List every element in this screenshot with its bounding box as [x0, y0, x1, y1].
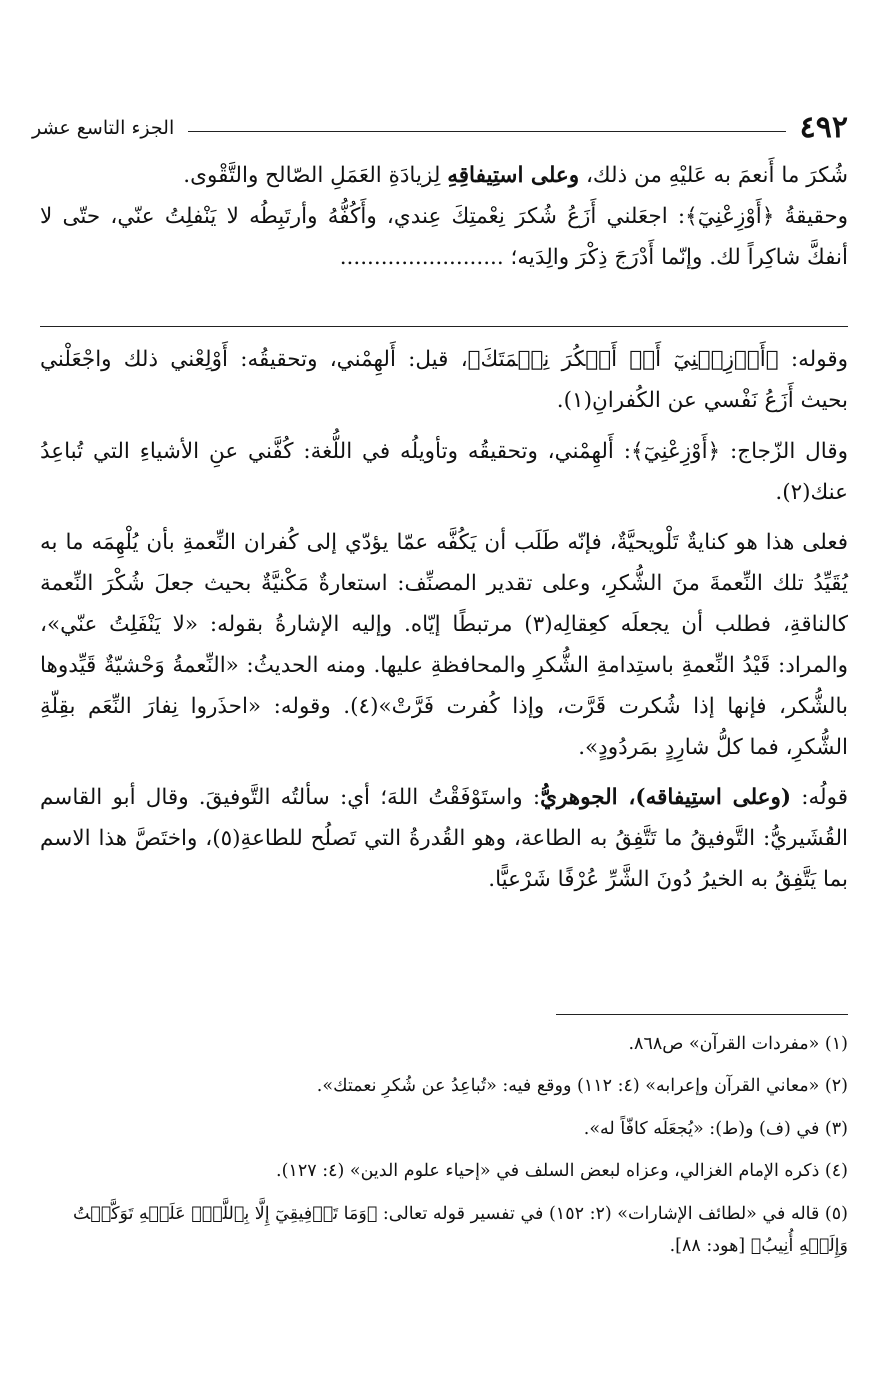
page-number: ٤٩٢ [799, 110, 848, 145]
commentary-paragraph-1: وقوله: ﴿أَوۡزِعۡنِيٓ أَنۡ أَشۡكُرَ نِعۡمَتَكَ﴾، قيل: أَلهِمْني، وتحقيقُه: أَوْلِعْني ذلك واجْعَلْني بحيث أَزَعُ نَفْسي عن الكُفرانِ(١). [40, 347, 848, 413]
main-commentary-separator [40, 326, 848, 327]
footnotes [40, 1028, 848, 1272]
footnote-5: (٥) قاله في «لطائف الإشارات» (٢: ١٥٢) في تفسير قوله تعالى: ﴿وَمَا تَوۡفِيقِيٓ إِلَّا بِٱللَّهِۚ عَلَيۡهِ تَوَكَّلۡتُ وَإِلَيۡهِ أُنِيبُ﴾ [هود: ٨٨]. [73, 1203, 848, 1256]
main-text-paragraph-2: وحقيقةُ ﴿أَوْزِعْنِيٓ﴾: اجعَلني أَزَعُ شُكرَ نِعْمتِكَ عِندي، وأَكُفُّهُ وأرتَبِطُه لا يَنْفلِتُ عنّي، حتّى لا أنفكَّ شاكِراً لك. وإنّما أَدْرَجَ ذِكْرَ والِدَيه؛ ........................ [40, 203, 848, 270]
header-rule [188, 131, 785, 132]
footnote-4: (٤) ذكره الإمام الغزالي، وعزاه لبعض السلف في «إحياء علوم الدين» (٤: ١٢٧). [276, 1161, 848, 1182]
footnote-separator [556, 1014, 848, 1015]
footnote-3: (٣) في (ف) و(ط): «يُجعَلَه كافّاً له». [583, 1118, 848, 1139]
page-header [32, 108, 848, 148]
commentary-paragraph-3: فعلى هذا هو كنايةٌ تَلْويحيَّةٌ، فإنّه طَلَب أن يَكُفَّه عمّا يؤدّي إلى كُفران النِّعمةِ بأن يُلْهِمَه ما به يُقَيِّدُ تلك النِّعمةَ منَ الشُّكرِ، وعلى تقدير المصنِّف: استعارةٌ مَكْنيَّةٌ بحيث جعلَ شُكْرَ النِّعمة كالناقةِ، فطلب أن يجعلَه كعِقالِه(٣) مرتبطًا إيّاه. وإليه الإشارةُ بقوله: «لا يَنْفَلِتُ عنّي»، والمراد: قَيْدُ النِّعمةِ باستِدامةِ الشُّكرِ والمحافظةِ عليها. ومنه الحديثُ: «النِّعمةُ وَحْشيّةٌ قَيِّدوها بالشُّكر، فإنها إذا شُكرت قَرَّت، وإذا كُفرت فَرَّتْ»(٤). وقوله: «احذَروا نِفارَ النِّعَم بقِلّةِ الشُّكرِ، فما كلُّ شارِدٍ بمَردُودٍ». [40, 530, 848, 760]
footnote-1: (١) «مفردات القرآن» ص٨٦٨. [628, 1034, 848, 1054]
main-text [40, 156, 848, 279]
footnote-2: (٢) «معاني القرآن وإعرابه» (٤: ١١٢) ووقع فيه: «تُباعِدُ عن شُكرِ نعمتك». [316, 1076, 848, 1097]
commentary [40, 340, 848, 901]
commentary-paragraph-2: وقال الزّجاج: ﴿أَوْزِعْنِيٓ﴾: أَلهِمْني، وتحقيقُه وتأويلُه في اللُّغة: كُفَّني عنِ الأشياءِ التي تُباعِدُ عنك(٢). [40, 438, 848, 505]
commentary-paragraph-4: قولُه: (وعلى استِيفاقه)، الجوهريُّ: واستَوْفَقْتُ اللهَ؛ أي: سألتُه التَّوفيقَ. وقال أبو القاسم القُشَيريُّ: التَّوفيقُ ما تَتَّفِقُ به الطاعة، وهو القُدرةُ التي تَصلُح للطاعةِ(٥)، واختَصَّ هذا الاسم بما يَتَّفِقُ به الخيرُ دُونَ الشَّرِّ عُرْفًا شَرْعيًّا. [40, 785, 848, 893]
part-title: الجزء التاسع عشر [32, 117, 175, 139]
main-text-line-1: شُكرَ ما أَنعمَ به عَليْهِ من ذلك، وعلى استِيفاقِهِ لِزيادَةِ العَمَلِ الصّالح والتَّقْوى. [183, 163, 848, 188]
